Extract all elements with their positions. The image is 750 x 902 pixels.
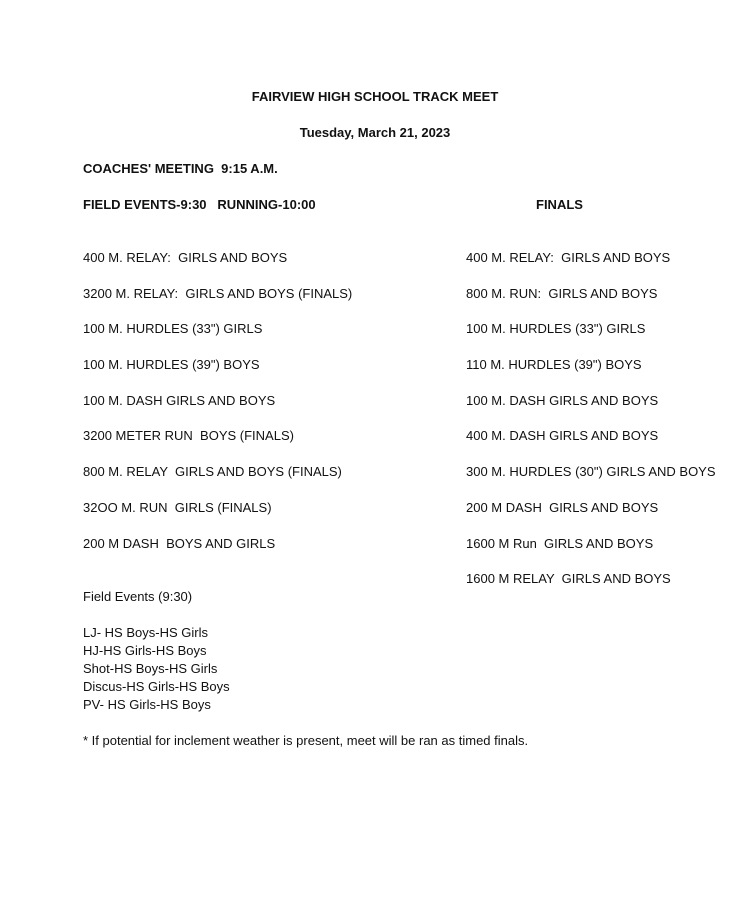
finals-item: 100 M. DASH GIRLS AND BOYS [466, 393, 659, 408]
event-item: 100 M. HURDLES (39") BOYS [83, 357, 260, 372]
field-event-item: Discus-HS Girls-HS Boys [83, 679, 230, 694]
page-title: FAIRVIEW HIGH SCHOOL TRACK MEET [251, 89, 499, 104]
finals-item: 100 M. HURDLES (33") GIRLS [466, 321, 646, 336]
event-item: 3200 M. RELAY: GIRLS AND BOYS (FINALS) [83, 286, 353, 301]
footnote: * If potential for inclement weather is present, meet will be ran as timed finals. [83, 733, 529, 748]
field-event-item: Shot-HS Boys-HS Girls [83, 661, 218, 676]
field-event-item: PV- HS Girls-HS Boys [83, 697, 211, 712]
finals-item: 400 M. RELAY: GIRLS AND BOYS [466, 250, 671, 265]
event-item: 800 M. RELAY GIRLS AND BOYS (FINALS) [83, 464, 342, 479]
finals-heading: FINALS [536, 197, 583, 212]
finals-item: 300 M. HURDLES (30") GIRLS AND BOYS [466, 464, 716, 479]
finals-item: 1600 M Run GIRLS AND BOYS [466, 536, 654, 551]
field-events-heading: Field Events (9:30) [83, 589, 193, 604]
finals-item: 1600 M RELAY GIRLS AND BOYS [466, 571, 671, 586]
field-event-item: LJ- HS Boys-HS Girls [83, 625, 208, 640]
finals-item: 800 M. RUN: GIRLS AND BOYS [466, 286, 658, 301]
event-item: 100 M. DASH GIRLS AND BOYS [83, 393, 276, 408]
meet-date: Tuesday, March 21, 2023 [299, 125, 451, 140]
event-item: 32OO M. RUN GIRLS (FINALS) [83, 500, 272, 515]
finals-item: 400 M. DASH GIRLS AND BOYS [466, 428, 659, 443]
event-item: 200 M DASH BOYS AND GIRLS [83, 536, 276, 551]
field-event-item: HJ-HS Girls-HS Boys [83, 643, 207, 658]
finals-item: 110 M. HURDLES (39") BOYS [466, 357, 642, 372]
event-item: 100 M. HURDLES (33") GIRLS [83, 321, 263, 336]
event-item: 3200 METER RUN BOYS (FINALS) [83, 428, 294, 443]
event-item: 400 M. RELAY: GIRLS AND BOYS [83, 250, 288, 265]
coaches-meeting: COACHES' MEETING 9:15 A.M. [83, 161, 278, 176]
finals-item: 200 M DASH GIRLS AND BOYS [466, 500, 659, 515]
start-times: FIELD EVENTS-9:30 RUNNING-10:00 [83, 197, 316, 212]
